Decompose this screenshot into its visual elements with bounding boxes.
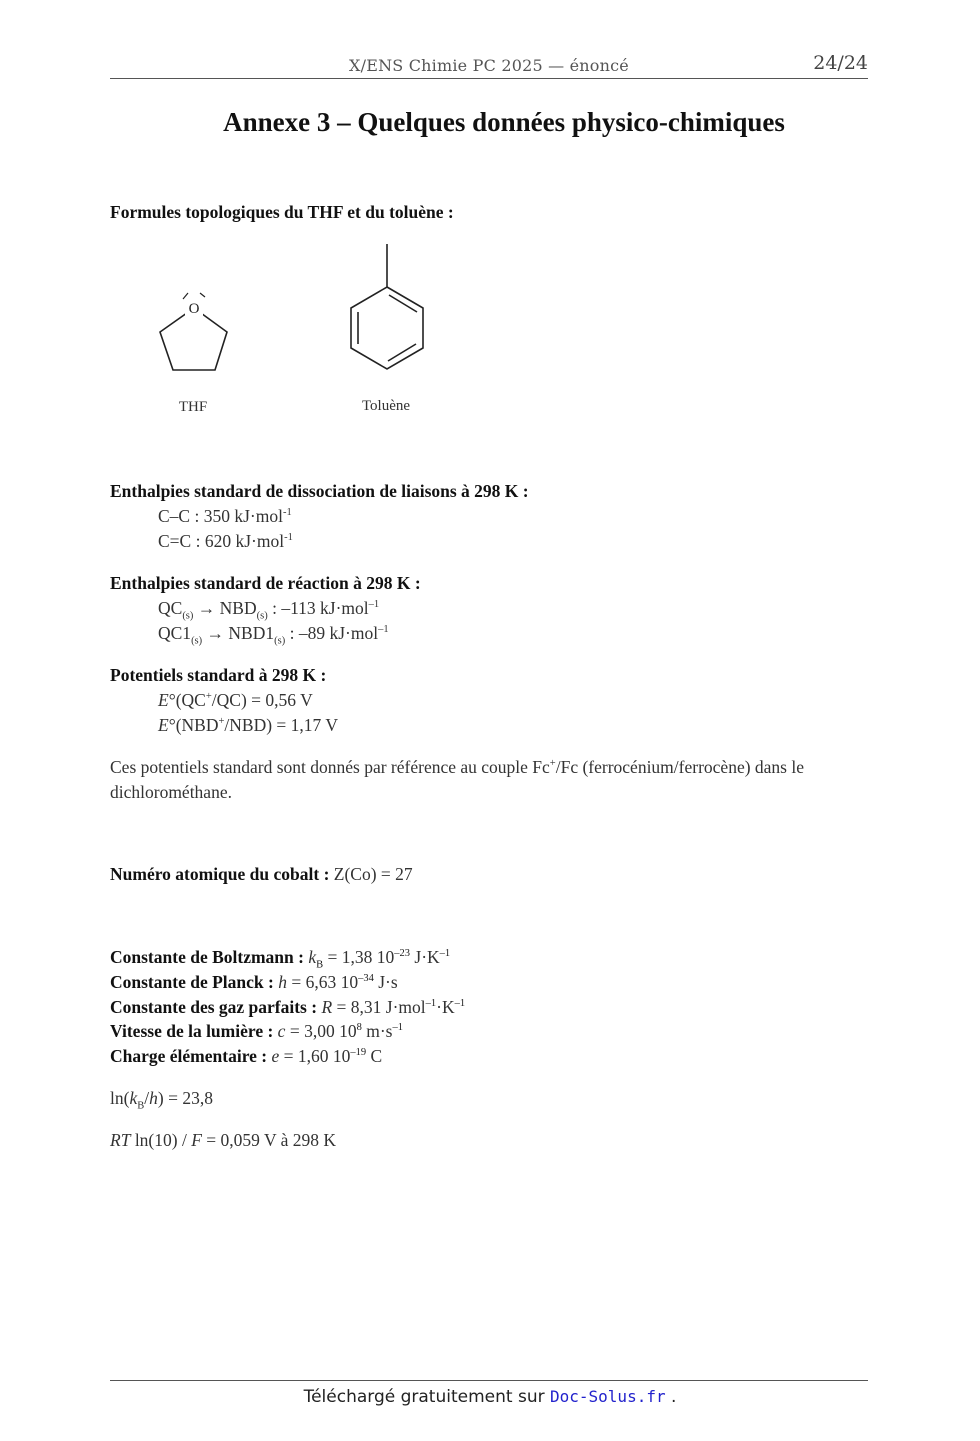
note-text-b: /Fc (ferrocénium/ferrocène) dans le dichlorométhane. bbox=[110, 757, 804, 802]
oxygen-atom: O bbox=[188, 301, 200, 317]
cc-double-text: C=C : 620 kJ·mol bbox=[158, 531, 285, 551]
potential-symbol: E bbox=[158, 690, 169, 710]
constant-label: Constante des gaz parfaits : bbox=[110, 997, 318, 1017]
state-label: (s) bbox=[182, 610, 194, 622]
cobalt-line bbox=[110, 864, 413, 885]
footer bbox=[0, 1387, 980, 1407]
symbol-subscript: B bbox=[137, 1100, 145, 1112]
header-title: X/ENS Chimie PC 2025 — énoncé bbox=[349, 56, 629, 75]
constant-symbol: e bbox=[271, 1046, 280, 1066]
value-exponent: 8 bbox=[356, 1022, 362, 1034]
page-number: 24/24 bbox=[813, 52, 868, 74]
charge-plus: + bbox=[218, 716, 225, 728]
arrow: → bbox=[193, 598, 220, 618]
cc-single-enthalpy bbox=[158, 506, 292, 527]
couple-oxidant: (NBD bbox=[175, 715, 219, 735]
couple-oxidant: (QC bbox=[175, 690, 206, 710]
constant-label: Charge élémentaire : bbox=[110, 1046, 268, 1066]
couple-value: /QC) = 0,56 V bbox=[211, 690, 313, 710]
constant-symbol: c bbox=[277, 1021, 286, 1041]
ln-value: ) = 23,8 bbox=[157, 1088, 213, 1108]
degree-sign: ° bbox=[168, 715, 176, 735]
gas-constant-line bbox=[110, 997, 465, 1018]
couple-value: /NBD) = 1,17 V bbox=[224, 715, 338, 735]
nernst-line bbox=[110, 1130, 336, 1151]
constant-symbol: h bbox=[278, 972, 287, 992]
toluene-structure bbox=[340, 240, 440, 375]
doc-solus-link[interactable]: Doc-Solus.fr bbox=[550, 1387, 666, 1406]
constant-value: = 8,31 J·mol bbox=[332, 997, 426, 1017]
unit-exponent: –1 bbox=[454, 998, 466, 1010]
symbol-subscript: B bbox=[316, 959, 324, 971]
constant-value: = 6,63 10 bbox=[286, 972, 359, 992]
constant-symbol: k bbox=[308, 947, 317, 967]
unit-exponent: -1 bbox=[282, 507, 292, 519]
potentials-note bbox=[110, 755, 870, 805]
constant-unit: J·s bbox=[373, 972, 398, 992]
state-label: (s) bbox=[274, 635, 286, 647]
charge-plus: + bbox=[205, 691, 212, 703]
nernst-value: = 0,059 V à 298 K bbox=[201, 1130, 337, 1150]
page-header bbox=[110, 52, 868, 79]
product: NBD bbox=[219, 598, 257, 618]
cobalt-value: Z(Co) = 27 bbox=[329, 864, 413, 884]
potential-qc bbox=[158, 690, 313, 711]
state-label: (s) bbox=[191, 635, 203, 647]
ratio-slash: / bbox=[144, 1088, 150, 1108]
charge-plus: + bbox=[549, 758, 556, 770]
reaction-1 bbox=[158, 598, 380, 622]
product: NBD1 bbox=[228, 623, 275, 643]
boltzmann-line bbox=[110, 947, 451, 971]
degree-sign: ° bbox=[168, 690, 176, 710]
benzene-ring bbox=[351, 287, 423, 369]
light-speed-line bbox=[110, 1021, 403, 1042]
nernst-middle: ln(10) / bbox=[130, 1130, 192, 1150]
value-exponent: –1 bbox=[425, 998, 437, 1010]
constant-unit: J·K bbox=[410, 947, 440, 967]
potentials-heading: Potentiels standard à 298 K : bbox=[110, 665, 327, 685]
constant-unit: ·K bbox=[436, 997, 455, 1017]
enthalpy-value: : –89 kJ·mol bbox=[285, 623, 379, 643]
arrow: → bbox=[202, 623, 229, 643]
reaction-2 bbox=[158, 623, 389, 647]
footer-text: Téléchargé gratuitement sur bbox=[303, 1387, 550, 1407]
bond-enthalpies-heading: Enthalpies standard de dissociation de liaisons à 298 K : bbox=[110, 481, 529, 501]
constant-symbol: R bbox=[321, 997, 333, 1017]
constant-label: Constante de Boltzmann : bbox=[110, 947, 304, 967]
constant-unit: C bbox=[366, 1046, 383, 1066]
unit-exponent: -1 bbox=[284, 532, 293, 544]
potential-symbol: E bbox=[158, 715, 169, 735]
lone-pair-right bbox=[200, 293, 205, 297]
reaction-enthalpies-heading: Enthalpies standard de réaction à 298 K : bbox=[110, 573, 421, 593]
constant-unit: m·s bbox=[361, 1021, 393, 1041]
thf-ring bbox=[160, 308, 227, 370]
reactant: QC1 bbox=[158, 623, 192, 643]
double-bond-2 bbox=[388, 344, 416, 361]
constant-value: = 1,38 10 bbox=[323, 947, 395, 967]
rt-symbol: RT bbox=[110, 1130, 131, 1150]
faraday-symbol: F bbox=[191, 1130, 202, 1150]
reactant: QC bbox=[158, 598, 183, 618]
elementary-charge-line bbox=[110, 1046, 382, 1067]
cc-single-text: C–C : 350 kJ·mol bbox=[158, 506, 283, 526]
thf-structure bbox=[150, 285, 240, 375]
footer-rule bbox=[110, 1380, 868, 1381]
planck-line bbox=[110, 972, 398, 993]
value-exponent: –19 bbox=[350, 1047, 367, 1059]
note-text-a: Ces potentiels standard sont donnés par référence au couple Fc bbox=[110, 757, 550, 777]
enthalpy-value: : –113 kJ·mol bbox=[267, 598, 369, 618]
page-title: Annexe 3 – Quelques données physico-chimiques bbox=[223, 107, 785, 137]
unit-exponent: –1 bbox=[368, 599, 380, 611]
unit-exponent: –1 bbox=[439, 948, 451, 960]
double-bond-1 bbox=[389, 295, 417, 312]
boltzmann-symbol: k bbox=[129, 1088, 138, 1108]
value-exponent: –23 bbox=[394, 948, 411, 960]
constant-value: = 1,60 10 bbox=[279, 1046, 351, 1066]
unit-exponent: –1 bbox=[392, 1022, 403, 1034]
ln-open: ln( bbox=[110, 1088, 130, 1108]
cobalt-label: Numéro atomique du cobalt : bbox=[110, 864, 330, 884]
toluene-caption: Toluène bbox=[361, 398, 411, 414]
potential-nbd bbox=[158, 715, 338, 736]
value-exponent: –34 bbox=[358, 973, 374, 985]
formulas-heading: Formules topologiques du THF et du toluène : bbox=[110, 202, 454, 222]
cc-double-enthalpy bbox=[158, 531, 293, 552]
constant-label: Constante de Planck : bbox=[110, 972, 274, 992]
thf-caption: THF bbox=[178, 399, 208, 415]
footer-end: . bbox=[665, 1387, 677, 1407]
constant-value: = 3,00 10 bbox=[285, 1021, 357, 1041]
ln-ratio-line bbox=[110, 1088, 213, 1112]
state-label: (s) bbox=[256, 610, 268, 622]
constant-label: Vitesse de la lumière : bbox=[110, 1021, 274, 1041]
planck-symbol: h bbox=[149, 1088, 158, 1108]
unit-exponent: –1 bbox=[378, 624, 389, 636]
